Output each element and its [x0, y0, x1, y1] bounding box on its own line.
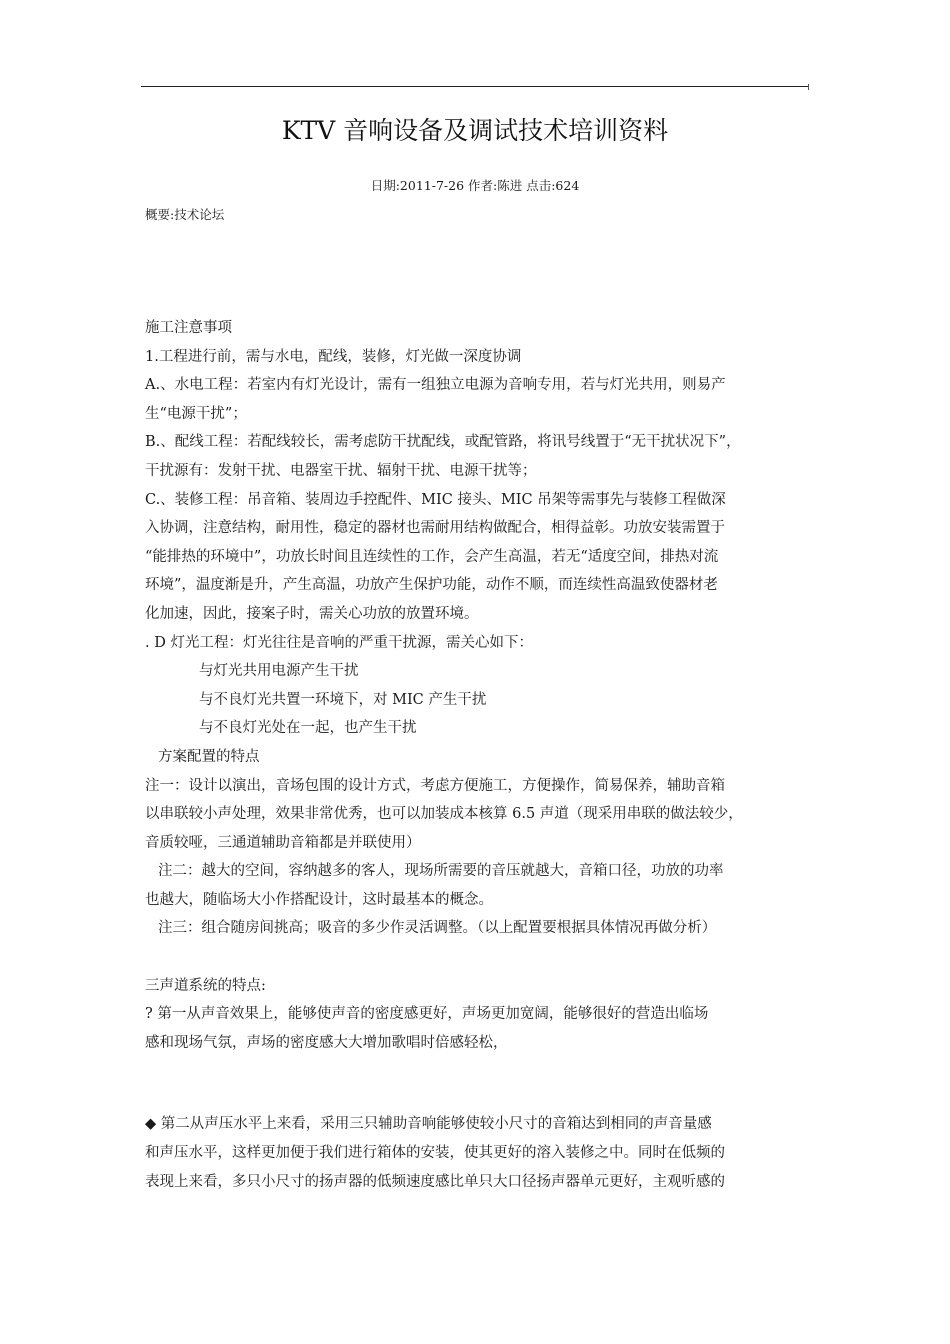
- paragraph-line: 也越大，随临场大小作搭配设计，这时最基本的概念。: [145, 891, 493, 908]
- paragraph-line: 和声压水平，这样更加便于我们进行箱体的安装，使其更好的溶入装修之中。同时在低频的: [145, 1145, 725, 1162]
- section-heading: 方案配置的特点: [158, 748, 260, 765]
- paragraph-line: A.、水电工程：若室内有灯光设计，需有一组独立电源为音响专用，若与灯光共用，则易产: [145, 377, 726, 394]
- paragraph-line: 注一：设计以演出，音场包围的设计方式，考虑方便施工，方便操作，简易保养，辅助音箱: [145, 777, 725, 794]
- paragraph-line: 入协调，注意结构，耐用性，稳定的器材也需耐用结构做配合，相得益彰。功放安装需置于: [145, 520, 725, 537]
- list-item: 与灯光共用电源产生干扰: [199, 663, 359, 680]
- article-meta: 日期:2011-7-26 作者:陈进 点击:624: [370, 178, 580, 193]
- header-rule-tick: [808, 84, 809, 90]
- article-summary: 概要:技术论坛: [145, 207, 225, 222]
- section-heading: 施工注意事项: [145, 320, 232, 336]
- article-body: [145, 314, 809, 1196]
- paragraph-line: 化加速，因此，接案子时，需关心功放的放置环境。: [145, 605, 479, 622]
- paragraph-line: B.、配线工程：若配线较长，需考虑防干扰配线，或配管路，将讯号线置于“无干扰状况下”，: [145, 434, 741, 451]
- paragraph-spacer: [145, 943, 809, 972]
- paragraph-line: ◆ 第二从声压水平上来看，采用三只辅助音响能够使较小尺寸的音箱达到相同的声音量感: [145, 1116, 712, 1133]
- paragraph-line: 干扰源有：发射干扰、电器室干扰、辐射干扰、电源干扰等；: [145, 462, 537, 479]
- header-rule: [141, 86, 809, 87]
- paragraph-line: C.、装修工程：吊音箱、装周边手控配件、MIC 接头、MIC 吊架等需事先与装修工程做深: [145, 491, 726, 508]
- paragraph-spacer: [145, 1057, 809, 1110]
- paragraph-line: . D 灯光工程：灯光往往是音响的严重干扰源，需关心如下：: [145, 634, 533, 651]
- section-heading: 三声道系统的特点:: [145, 977, 266, 994]
- list-item: 与不良灯光处在一起，也产生干扰: [199, 720, 417, 737]
- list-item: 与不良灯光共置一环境下，对 MIC 产生干扰: [199, 691, 487, 708]
- paragraph-line: 音质较哑，三通道辅助音箱都是并联使用）: [145, 834, 421, 851]
- paragraph-line: 以串联较小声处理，效果非常优秀，也可以加装成本核算 6.5 声道（现采用串联的做法较少，: [145, 806, 743, 823]
- paragraph-line: 感和现场气氛，声场的密度感大大增加歌唱时倍感轻松，: [145, 1034, 508, 1051]
- paragraph-line: “能排热的环境中”，功放长时间且连续性的工作，会产生高温，若无“适度空间，排热对流: [145, 548, 719, 565]
- paragraph-line: 环境”，温度渐是升，产生高温，功放产生保护功能，动作不顺，而连续性高温致使器材老: [145, 577, 718, 594]
- paragraph-line: 生“电源干扰”；: [145, 405, 247, 422]
- paragraph-line: ? 第一从声音效果上，能够使声音的密度感更好，声场更加宽阔，能够很好的营造出临场: [145, 1006, 709, 1023]
- paragraph-line: 表现上来看，多只小尺寸的扬声器的低频速度感比单只大口径扬声器单元更好，主观听感的: [145, 1173, 725, 1190]
- paragraph-line: 注三：组合随房间挑高；吸音的多少作灵活调整。（以上配置要根据具体情况再做分析）: [158, 920, 717, 937]
- paragraph-line: 注二：越大的空间，容纳越多的客人，现场所需要的音压就越大，音箱口径，功放的功率: [158, 863, 724, 880]
- paragraph-line: 1.工程进行前，需与水电，配线，装修，灯光做一深度协调: [145, 348, 522, 365]
- document-title: KTV 音响设备及调试技术培训资料: [281, 116, 669, 145]
